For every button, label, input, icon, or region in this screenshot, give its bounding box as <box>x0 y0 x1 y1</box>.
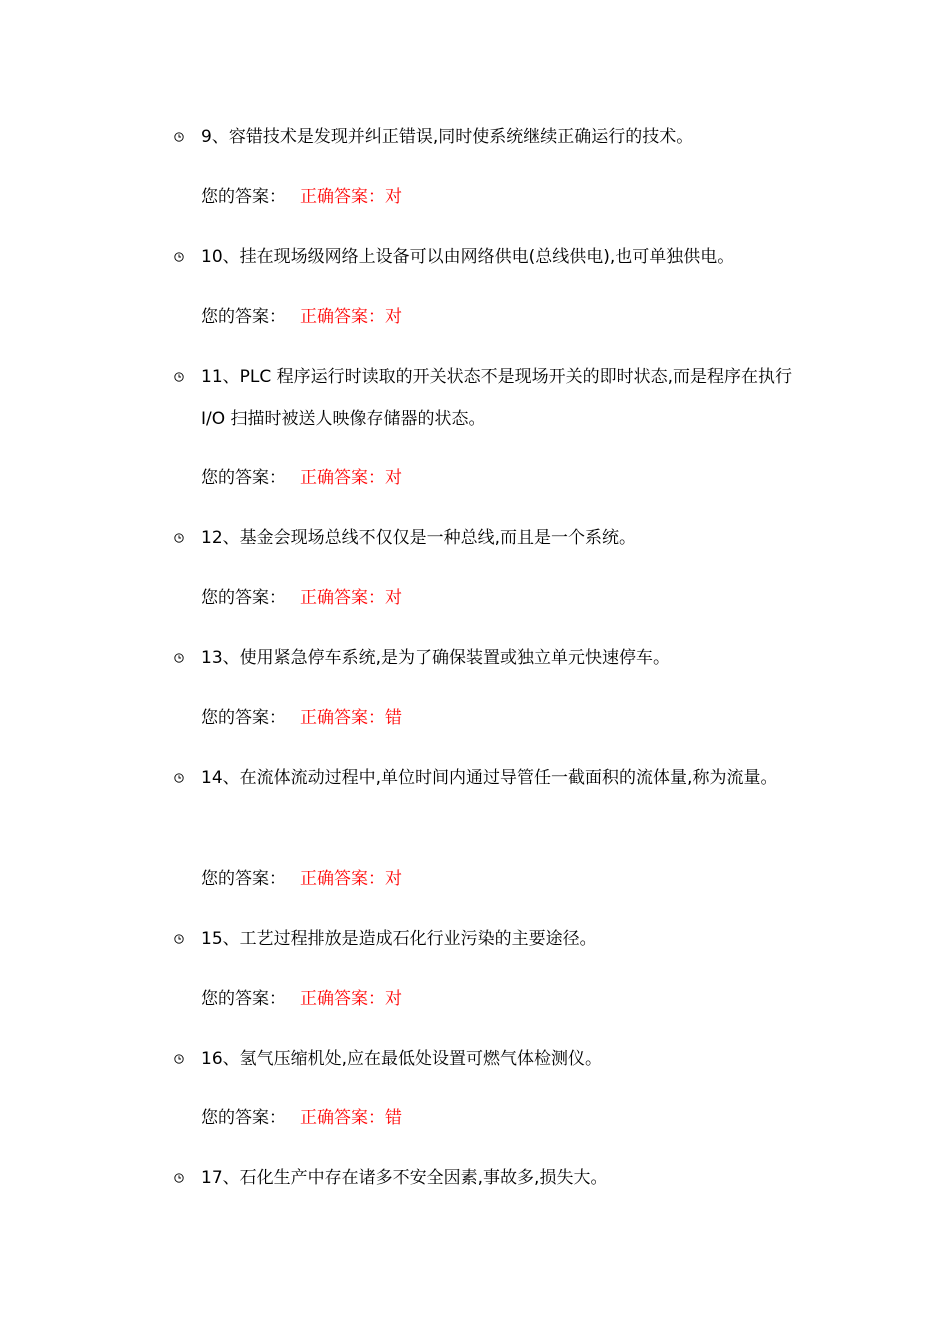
correct-answer-label: 正确答案： <box>300 468 385 488</box>
answer-line <box>201 466 402 490</box>
your-answer-label: 您的答案： <box>201 187 286 207</box>
clock-icon <box>174 132 184 142</box>
clock-icon <box>174 934 184 944</box>
question-text: 13、使用紧急停车系统,是为了确保装置或独立单元快速停车。 <box>201 648 671 668</box>
correct-answer <box>300 869 402 889</box>
question-text: 16、氢气压缩机处,应在最低处设置可燃气体检测仪。 <box>201 1049 603 1069</box>
correct-answer-label: 正确答案： <box>300 708 385 728</box>
correct-answer <box>300 588 402 608</box>
your-answer-label: 您的答案： <box>201 588 286 608</box>
correct-answer <box>300 708 402 728</box>
correct-answer <box>300 187 402 207</box>
correct-answer <box>300 989 402 1009</box>
answer-line <box>201 185 402 209</box>
answer-line <box>201 867 402 891</box>
answer-line <box>201 987 402 1011</box>
clock-icon <box>174 653 184 663</box>
correct-answer-label: 正确答案： <box>300 588 385 608</box>
question-text: 17、石化生产中存在诸多不安全因素,事故多,损失大。 <box>201 1168 608 1188</box>
correct-answer-value: 对 <box>385 468 402 488</box>
correct-answer-value: 对 <box>385 989 402 1009</box>
correct-answer-label: 正确答案： <box>300 187 385 207</box>
your-answer-label: 您的答案： <box>201 708 286 728</box>
question-text: 9、容错技术是发现并纠正错误,同时使系统继续正确运行的技术。 <box>201 127 694 147</box>
question-text: 10、挂在现场级网络上设备可以由网络供电(总线供电),也可单独供电。 <box>201 247 735 267</box>
clock-icon <box>174 1173 184 1183</box>
clock-icon <box>174 252 184 262</box>
correct-answer <box>300 307 402 327</box>
correct-answer-value: 对 <box>385 588 402 608</box>
correct-answer-value: 对 <box>385 307 402 327</box>
question-text: 11、PLC 程序运行时读取的开关状态不是现场开关的即时状态,而是程序在执行 I/O 扫描时被送人映像存储器的状态。 <box>201 367 793 429</box>
answer-line <box>201 706 402 730</box>
your-answer-label: 您的答案： <box>201 869 286 889</box>
question-text: 15、工艺过程排放是造成石化行业污染的主要途径。 <box>201 929 597 949</box>
correct-answer <box>300 468 402 488</box>
correct-answer-value: 对 <box>385 869 402 889</box>
your-answer-label: 您的答案： <box>201 989 286 1009</box>
clock-icon <box>174 533 184 543</box>
your-answer-label: 您的答案： <box>201 468 286 488</box>
correct-answer-label: 正确答案： <box>300 989 385 1009</box>
correct-answer-label: 正确答案： <box>300 1108 385 1128</box>
correct-answer <box>300 1108 402 1128</box>
question-text: 12、基金会现场总线不仅仅是一种总线,而且是一个系统。 <box>201 528 637 548</box>
answer-line <box>201 305 402 329</box>
correct-answer-label: 正确答案： <box>300 307 385 327</box>
your-answer-label: 您的答案： <box>201 307 286 327</box>
correct-answer-value: 对 <box>385 187 402 207</box>
clock-icon <box>174 372 184 382</box>
question-text: 14、在流体流动过程中,单位时间内通过导管任一截面积的流体量,称为流量。 <box>201 768 778 788</box>
correct-answer-label: 正确答案： <box>300 869 385 889</box>
your-answer-label: 您的答案： <box>201 1108 286 1128</box>
clock-icon <box>174 773 184 783</box>
answer-line <box>201 586 402 610</box>
answer-line <box>201 1106 402 1130</box>
correct-answer-value: 错 <box>385 708 402 728</box>
clock-icon <box>174 1054 184 1064</box>
correct-answer-value: 错 <box>385 1108 402 1128</box>
